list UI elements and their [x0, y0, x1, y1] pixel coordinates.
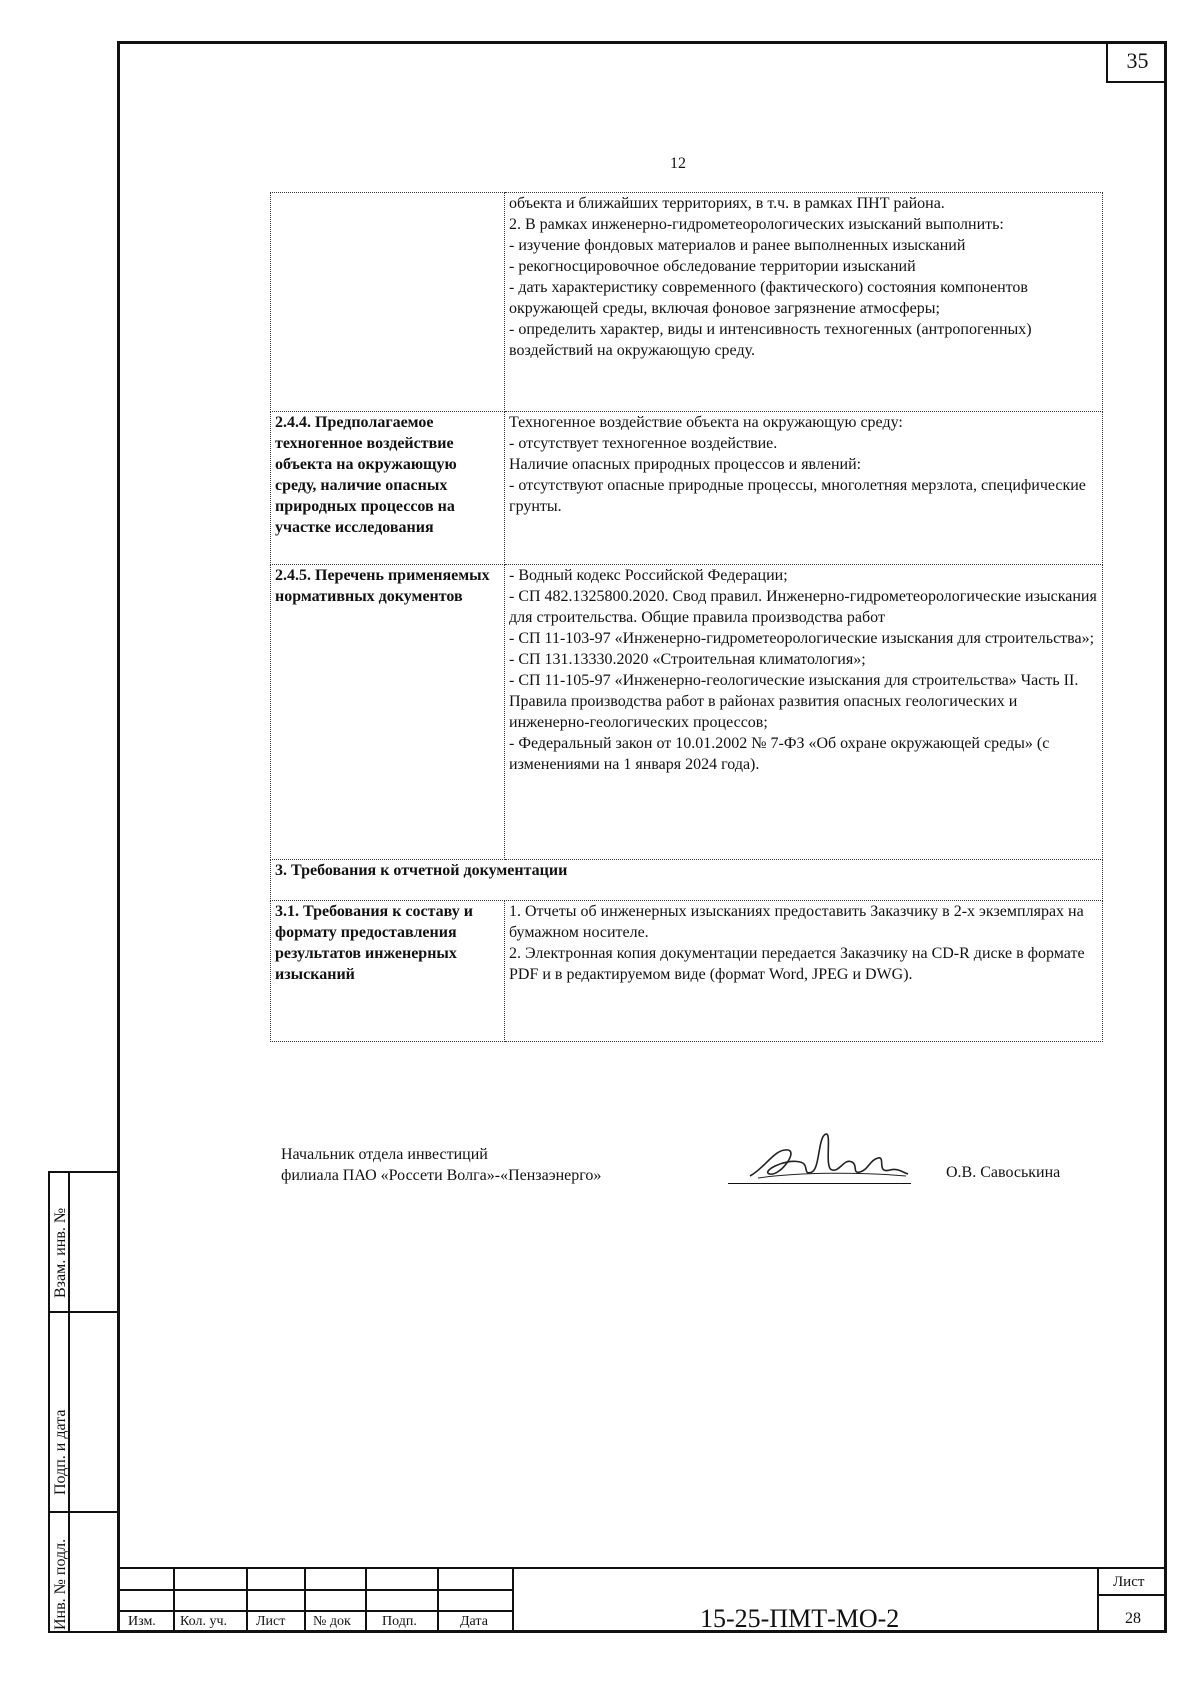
title-block-row-line: [117, 1610, 512, 1612]
content-line: - определить характер, виды и интенсивность техногенных (антропогенных) воздействий на окружающую среду.: [509, 321, 1032, 359]
table-row: [271, 412, 1103, 565]
row-label: [271, 193, 505, 412]
content-line: - Водный кодекс Российской Федерации;: [509, 567, 788, 584]
requirements-table: [270, 192, 1103, 1042]
section-header-row: [271, 860, 1103, 901]
signatory-name: О.В. Савоськина: [946, 1164, 1061, 1181]
side-divider: [48, 1311, 117, 1313]
title-block-row-line: [1097, 1594, 1167, 1596]
title-block-col-line: [512, 1567, 514, 1633]
kol-uch-label: Кол. уч.: [180, 1614, 227, 1629]
title-block-col-line: [173, 1567, 175, 1633]
content-line: 2. В рамках инженерно-гидрометеорологических изысканий выполнить:: [509, 216, 1004, 233]
position-line: Начальник отдела инвестиций: [281, 1146, 488, 1163]
content-line: Техногенное воздействие объекта на окружающую среду:: [509, 414, 903, 431]
signature-line: [728, 1183, 911, 1184]
inv-podl-label: Инв. № подл.: [52, 1538, 69, 1630]
content-line: 1. Отчеты об инженерных изысканиях предоставить Заказчику в 2-х экземплярах на бумажном носителе.: [509, 903, 1084, 941]
vzam-inv-label: Взам. инв. №: [52, 1207, 69, 1298]
content-line: - СП 11-103-97 «Инженерно-гидрометеорологические изыскания для строительства»;: [509, 630, 1095, 647]
title-block-col-line: [1097, 1567, 1099, 1633]
content-line: - СП 482.1325800.2020. Свод правил. Инженерно-гидрометеорологические изыскания для строительства. Общие правила производства работ: [509, 588, 1097, 626]
n-dok-label: № док: [313, 1614, 351, 1629]
document-code: 15-25-ПМТ-МО-2: [700, 1604, 900, 1633]
row-content: [505, 565, 1103, 860]
list-label: Лист: [256, 1614, 286, 1629]
title-block-row-line: [117, 1589, 512, 1591]
content-line: Наличие опасных природных процессов и явлений:: [509, 456, 862, 473]
position-line: филиала ПАО «Россети Волга»-«Пензаэнерго»: [281, 1167, 602, 1184]
signatory-position: [281, 1144, 601, 1186]
row-label: 2.4.5. Перечень применяемых нормативных документов: [271, 565, 505, 860]
content-line: 2. Электронная копия документации передается Заказчику на CD-R диске в формате PDF и в редактируемом виде (формат Word, JPEG и DWG).: [509, 945, 1085, 983]
data-label: Дата: [460, 1614, 488, 1629]
izm-label: Изм.: [128, 1614, 156, 1629]
content-line: - СП 131.13330.2020 «Строительная климатология»;: [509, 651, 866, 668]
row-content: [505, 412, 1103, 565]
content-line: объекта и ближайших территориях, в т.ч. в рамках ПНТ района.: [509, 195, 945, 212]
table-row: [271, 193, 1103, 412]
row-content: [505, 193, 1103, 412]
content-line: - Федеральный закон от 10.01.2002 № 7-ФЗ «Об охране окружающей среды» (с изменениями на 1 января 2024 года).: [509, 735, 1050, 773]
content-line: - отсутствует техногенное воздействие.: [509, 435, 778, 452]
content-line: - изучение фондовых материалов и ранее выполненных изысканий: [509, 237, 966, 254]
handwritten-signature: [740, 1128, 910, 1188]
sheet-corner-number: 35: [1106, 41, 1167, 83]
table-row: [271, 565, 1103, 860]
side-divider: [48, 1511, 117, 1513]
content-line: - отсутствуют опасные природные процессы, многолетняя мерзлота, специфические грунты.: [509, 477, 1086, 515]
page-inner-number: 12: [670, 155, 686, 172]
title-block-top-border: [117, 1567, 1167, 1569]
content-line: - дать характеристику современного (фактического) состояния компонентов окружающей среды, включая фоновое загрязнение атмосферы;: [509, 279, 1028, 317]
table-row: [271, 901, 1103, 1042]
title-block-col-line: [365, 1567, 367, 1633]
row-content: [505, 901, 1103, 1042]
content-line: - СП 11-105-97 «Инженерно-геологические изыскания для строительства» Часть II. Правила производства работ в районах развития опасных геологических и инженерно-геологических процессов;: [509, 672, 1079, 731]
title-block-col-line: [304, 1567, 306, 1633]
row-label: 2.4.4. Предполагаемое техногенное воздействие объекта на окружающую среду, наличие опасных природных процессов на участке исследования: [271, 412, 505, 565]
row-label: 3.1. Требования к составу и формату предоставления результатов инженерных изысканий: [271, 901, 505, 1042]
content-line: - рекогносцировочное обследование территории изысканий: [509, 258, 916, 275]
podp-label: Подп.: [382, 1614, 417, 1629]
sheet-label: Лист: [1113, 1574, 1145, 1590]
title-block-col-line: [437, 1567, 439, 1633]
section-title: 3. Требования к отчетной документации: [271, 860, 1103, 901]
podp-date-label: Подп. и дата: [52, 1409, 69, 1495]
title-block-col-line: [246, 1567, 248, 1633]
sheet-number: 28: [1125, 1610, 1141, 1627]
